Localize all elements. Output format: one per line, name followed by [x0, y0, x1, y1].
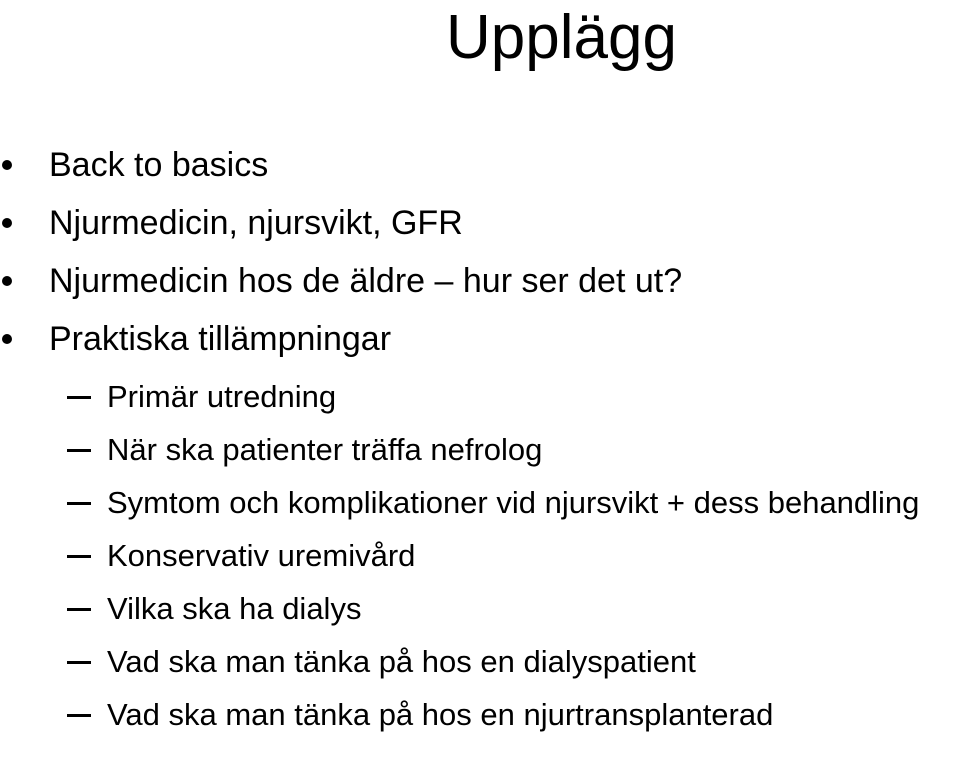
sub-bullet-item — [0, 429, 960, 470]
bullet-text: Praktiska tillämpningar — [49, 320, 392, 358]
bullet-text: Back to basics — [49, 146, 269, 184]
sub-bullet-text: När ska patienter träffa nefrolog — [107, 432, 543, 467]
dash-icon — [67, 661, 91, 664]
bullet-dot-icon — [2, 276, 12, 286]
dash-icon — [67, 608, 91, 611]
bullet-item — [0, 198, 960, 256]
sub-bullet-text: Konservativ uremivård — [107, 538, 416, 573]
bullet-dot-icon — [2, 334, 12, 344]
sub-bullet-item — [0, 482, 960, 523]
bullet-item — [0, 256, 960, 314]
sub-bullet-text: Primär utredning — [107, 379, 337, 414]
dash-icon — [67, 396, 91, 399]
sub-bullet-item — [0, 641, 960, 682]
dash-icon — [67, 502, 91, 505]
bullet-dot-icon — [2, 218, 12, 228]
sub-bullet-item — [0, 376, 960, 417]
sub-bullet-text: Vilka ska ha dialys — [107, 591, 362, 626]
bullet-dot-icon — [2, 160, 12, 170]
sub-bullet-list — [0, 376, 960, 747]
sub-bullet-item — [0, 694, 960, 735]
dash-icon — [67, 449, 91, 452]
sub-bullet-text: Vad ska man tänka på hos en dialyspatient — [107, 644, 696, 679]
bullet-text: Njurmedicin hos de äldre – hur ser det ut? — [49, 262, 683, 300]
bullet-item — [0, 314, 960, 372]
dash-icon — [67, 555, 91, 558]
sub-bullet-item — [0, 588, 960, 629]
bullet-text: Njurmedicin, njursvikt, GFR — [49, 204, 463, 242]
sub-bullet-text: Symtom och komplikationer vid njursvikt + dess behandling — [107, 485, 920, 520]
sub-bullet-item — [0, 535, 960, 576]
bullet-list — [0, 140, 960, 372]
sub-bullet-text: Vad ska man tänka på hos en njurtransplanterad — [107, 697, 774, 732]
dash-icon — [67, 714, 91, 717]
slide-title: Upplägg — [446, 3, 677, 72]
bullet-item — [0, 140, 960, 198]
